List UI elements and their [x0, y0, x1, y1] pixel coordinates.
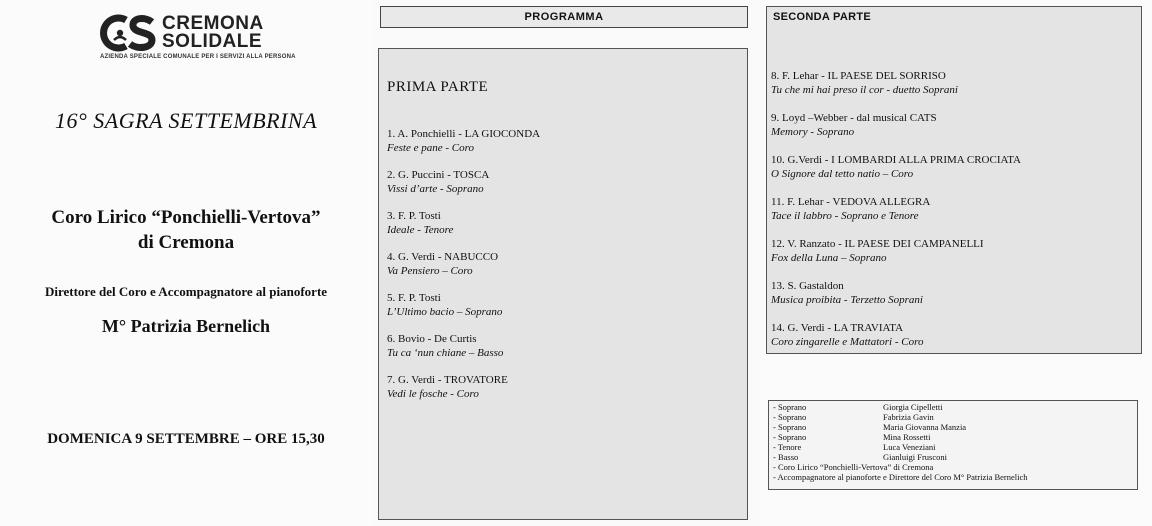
cast-role: - Soprano	[773, 432, 807, 442]
cast-name: Fabrizia Gavin	[883, 412, 934, 422]
programme-item	[387, 168, 737, 196]
item-composer-work: 8. F. Lehar - IL PAESE DEL SORRISO	[771, 70, 946, 82]
item-composer-work: 7. G. Verdi - TROVATORE	[387, 374, 508, 386]
prima-parte-list	[387, 127, 737, 401]
programme-item	[387, 127, 737, 155]
programme-item	[771, 111, 1137, 139]
logo-tagline: AZIENDA SPECIALE COMUNALE PER I SERVIZI ALLA PERSONA	[100, 54, 296, 60]
item-composer-work: 10. G.Verdi - I LOMBARDI ALLA PRIMA CROCIATA	[771, 154, 1021, 166]
programme-item	[387, 332, 737, 360]
cast-name: Gianluigi Frusconi	[883, 452, 947, 462]
item-piece-voice: Vissi d’arte - Soprano	[387, 183, 484, 195]
prima-parte-box	[378, 48, 748, 520]
item-composer-work: 9. Loyd –Webber - dal musical CATS	[771, 112, 937, 124]
item-composer-work: 5. F. P. Tosti	[387, 292, 441, 304]
item-piece-voice: Ideale - Tenore	[387, 224, 454, 236]
item-composer-work: 2. G. Puccini - TOSCA	[387, 169, 490, 181]
item-composer-work: 14. G. Verdi - LA TRAVIATA	[771, 322, 904, 334]
seconda-parte-title: SECONDA PARTE	[773, 11, 872, 23]
logo-brand-line1: CREMONA	[162, 13, 264, 34]
cast-role: - Soprano	[773, 402, 807, 412]
seconda-parte-panel	[762, 0, 1152, 526]
programme-panel	[372, 0, 762, 526]
item-composer-work: 6. Bovio - De Curtis	[387, 333, 477, 345]
cast-row	[773, 432, 1133, 442]
cast-role: - Soprano	[773, 412, 807, 422]
cast-director-line: - Accompagnatore al pianoforte e Direttore del Coro M° Patrizia Bernelich	[773, 472, 1028, 482]
cast-name: Giorgia Cipelletti	[883, 402, 943, 412]
director-role: Direttore del Coro e Accompagnatore al pianoforte	[44, 284, 328, 299]
cast-row	[773, 412, 1133, 422]
item-piece-voice: Va Pensiero – Coro	[387, 265, 473, 277]
event-date: DOMENICA 9 SETTEMBRE – ORE 15,30	[47, 431, 325, 447]
seconda-parte-list	[771, 69, 1137, 349]
item-piece-voice: Vedi le fosche - Coro	[387, 388, 479, 400]
choir-name-line2: di Cremona	[137, 232, 235, 253]
item-piece-voice: Coro zingarelle e Mattatori - Coro	[771, 336, 924, 348]
programme-item	[387, 373, 737, 401]
programme-item	[771, 279, 1137, 307]
cremona-solidale-logo	[100, 12, 296, 62]
programme-item	[771, 237, 1137, 265]
cs-logo-icon	[100, 14, 158, 52]
item-composer-work: 11. F. Lehar - VEDOVA ALLEGRA	[771, 196, 931, 208]
cast-box	[768, 400, 1138, 490]
cast-role: - Basso	[773, 452, 799, 462]
programme-item	[387, 291, 737, 319]
programme-header: PROGRAMMA	[380, 6, 748, 28]
programme-item	[771, 153, 1137, 181]
item-piece-voice: Musica proibita - Terzetto Soprani	[771, 294, 923, 306]
cast-role: - Tenore	[773, 442, 802, 452]
item-piece-voice: L’Ultimo bacio – Soprano	[387, 306, 503, 318]
choir-name	[0, 205, 372, 255]
item-composer-work: 12. V. Ranzato - IL PAESE DEI CAMPANELLI	[771, 238, 984, 250]
event-title: 16° SAGRA SETTEMBRINA	[54, 108, 318, 133]
logo-brand-line2: SOLIDALE	[162, 31, 263, 52]
item-composer-work: 4. G. Verdi - NABUCCO	[387, 251, 499, 263]
item-piece-voice: Fox della Luna – Soprano	[771, 252, 887, 264]
director-name: M° Patrizia Bernelich	[101, 316, 271, 336]
cast-choir-line: - Coro Lirico “Ponchielli-Vertova” di Cremona	[773, 462, 934, 472]
item-composer-work: 1. A. Ponchielli - LA GIOCONDA	[387, 128, 541, 140]
item-composer-work: 13. S. Gastaldon	[771, 280, 844, 292]
item-piece-voice: Memory - Soprano	[771, 126, 855, 138]
programme-item	[387, 209, 737, 237]
cast-name: Luca Veneziani	[883, 442, 936, 452]
item-piece-voice: Feste e pane - Coro	[387, 142, 474, 154]
programme-item	[387, 250, 737, 278]
cast-name: Maria Giovanna Manzia	[883, 422, 967, 432]
choir-name-line1: Coro Lirico “Ponchielli-Vertova”	[51, 207, 321, 228]
seconda-parte-box	[766, 6, 1142, 354]
cast-row	[773, 402, 1133, 412]
item-piece-voice: Tu che mi hai preso il cor - duetto Soprani	[771, 84, 958, 96]
programme-item	[771, 321, 1137, 349]
cast-row	[773, 452, 1133, 462]
item-piece-voice: Tu ca ‘nun chiane – Basso	[387, 347, 504, 359]
programme-item	[771, 195, 1137, 223]
cover-panel	[0, 0, 372, 526]
cast-name: Mina Rossetti	[883, 432, 931, 442]
cast-role: - Soprano	[773, 422, 807, 432]
cast-row	[773, 442, 1133, 452]
item-piece-voice: Tace il labbro - Soprano e Tenore	[771, 210, 919, 222]
prima-parte-title: PRIMA PARTE	[387, 79, 489, 95]
cast-row	[773, 422, 1133, 432]
programme-item	[771, 69, 1137, 97]
item-piece-voice: O Signore dal tetto natio – Coro	[771, 168, 914, 180]
item-composer-work: 3. F. P. Tosti	[387, 210, 441, 222]
